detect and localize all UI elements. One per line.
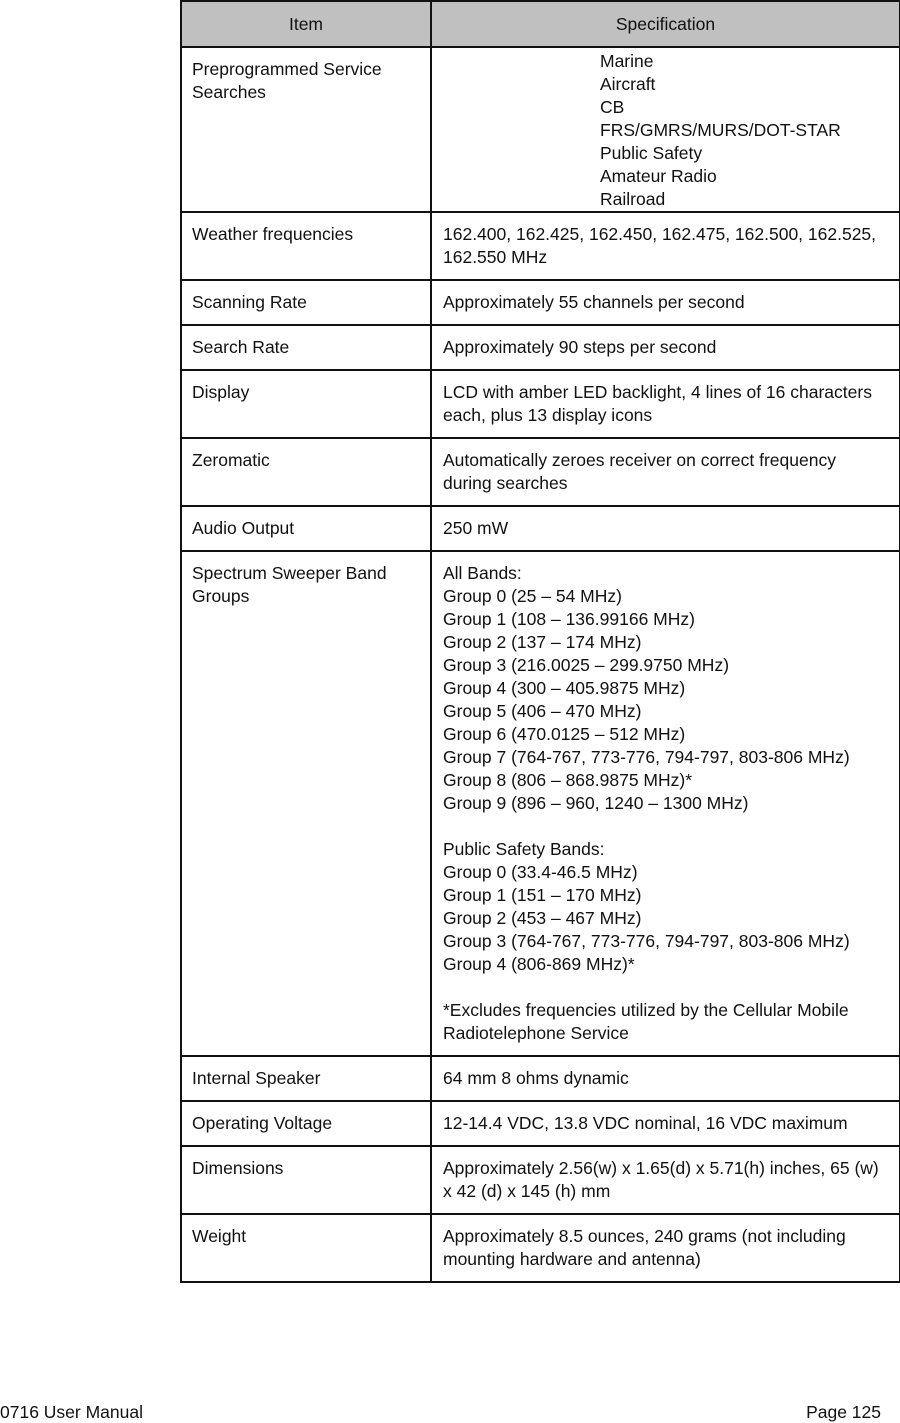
item-cell: Preprogrammed Service Searches — [181, 47, 431, 212]
table-row — [181, 438, 900, 506]
spec-cell: LCD with amber LED backlight, 4 lines of 16 characters each, plus 13 display icons — [431, 370, 900, 438]
table-row — [181, 1146, 900, 1214]
table-row — [181, 212, 900, 280]
service-search-item: Amateur Radio — [600, 166, 717, 186]
spec-cell: Automatically zeroes receiver on correct frequency during searches — [431, 438, 900, 506]
service-search-item: Public Safety — [600, 143, 703, 163]
table-row — [181, 325, 900, 370]
band-group: Group 4 (806-869 MHz)* — [443, 954, 635, 974]
table-row — [181, 506, 900, 551]
service-search-item: Aircraft — [600, 74, 656, 94]
spec-cell: Approximately 55 channels per second — [431, 280, 900, 325]
item-cell: Audio Output — [181, 506, 431, 551]
item-cell: Internal Speaker — [181, 1056, 431, 1101]
item-cell: Display — [181, 370, 431, 438]
band-group: Group 1 (108 – 136.99166 MHz) — [443, 609, 695, 629]
spec-cell: Approximately 2.56(w) x 1.65(d) x 5.71(h) inches, 65 (w) x 42 (d) x 145 (h) mm — [431, 1146, 900, 1214]
service-search-item: Railroad — [600, 189, 666, 209]
item-cell: Zeromatic — [181, 438, 431, 506]
spec-cell: 250 mW — [431, 506, 900, 551]
spec-cell — [431, 551, 900, 1056]
band-group: Group 8 (806 – 868.9875 MHz)* — [443, 770, 693, 790]
band-group: Group 5 (406 – 470 MHz) — [443, 701, 642, 721]
band-group: Group 3 (216.0025 – 299.9750 MHz) — [443, 655, 730, 675]
band-group: Group 2 (137 – 174 MHz) — [443, 632, 642, 652]
band-group: Group 2 (453 – 467 MHz) — [443, 908, 642, 928]
table-row — [181, 1101, 900, 1146]
band-group: Group 3 (764-767, 773-776, 794-797, 803-806 MHz) — [443, 931, 850, 951]
table-row — [181, 551, 900, 1056]
table-row — [181, 1214, 900, 1282]
band-group: Group 0 (25 – 54 MHz) — [443, 586, 622, 606]
item-cell: Operating Voltage — [181, 1101, 431, 1146]
table-row — [181, 280, 900, 325]
band-group: Group 6 (470.0125 – 512 MHz) — [443, 724, 686, 744]
spec-cell — [431, 47, 900, 212]
band-group: Group 1 (151 – 170 MHz) — [443, 885, 642, 905]
service-search-item: FRS/GMRS/MURS/DOT-STAR — [600, 120, 841, 140]
footer-manual-title: 0716 User Manual — [0, 1402, 143, 1422]
spacer — [443, 976, 889, 999]
specifications-table — [180, 0, 900, 1283]
public-safety-bands-title: Public Safety Bands: — [443, 839, 605, 859]
spec-cell: 64 mm 8 ohms dynamic — [431, 1056, 900, 1101]
service-search-item: Marine — [600, 51, 654, 71]
spec-cell: Approximately 8.5 ounces, 240 grams (not including mounting hardware and antenna) — [431, 1214, 900, 1282]
table-row — [181, 1056, 900, 1101]
item-cell: Scanning Rate — [181, 280, 431, 325]
spec-cell: 12-14.4 VDC, 13.8 VDC nominal, 16 VDC maximum — [431, 1101, 900, 1146]
column-header-item: Item — [181, 1, 431, 47]
band-group: Group 7 (764-767, 773-776, 794-797, 803-806 MHz) — [443, 747, 850, 767]
band-group: Group 9 (896 – 960, 1240 – 1300 MHz) — [443, 793, 749, 813]
band-group: Group 0 (33.4-46.5 MHz) — [443, 862, 638, 882]
item-cell: Dimensions — [181, 1146, 431, 1214]
column-header-specification: Specification — [431, 1, 900, 47]
footer-page-number: Page 125 — [806, 1402, 881, 1422]
table-row — [181, 47, 900, 212]
item-cell: Weight — [181, 1214, 431, 1282]
spacer — [443, 815, 889, 838]
item-cell: Spectrum Sweeper Band Groups — [181, 551, 431, 1056]
band-footnote: *Excludes frequencies utilized by the Cellular Mobile Radiotelephone Service — [443, 1000, 849, 1043]
all-bands-title: All Bands: — [443, 563, 522, 583]
table-row — [181, 370, 900, 438]
table-header-row — [181, 1, 900, 47]
band-group: Group 4 (300 – 405.9875 MHz) — [443, 678, 686, 698]
service-search-item: CB — [600, 97, 625, 117]
item-cell: Weather frequencies — [181, 212, 431, 280]
item-cell: Search Rate — [181, 325, 431, 370]
spec-cell: Approximately 90 steps per second — [431, 325, 900, 370]
spec-cell: 162.400, 162.425, 162.450, 162.475, 162.500, 162.525, 162.550 MHz — [431, 212, 900, 280]
